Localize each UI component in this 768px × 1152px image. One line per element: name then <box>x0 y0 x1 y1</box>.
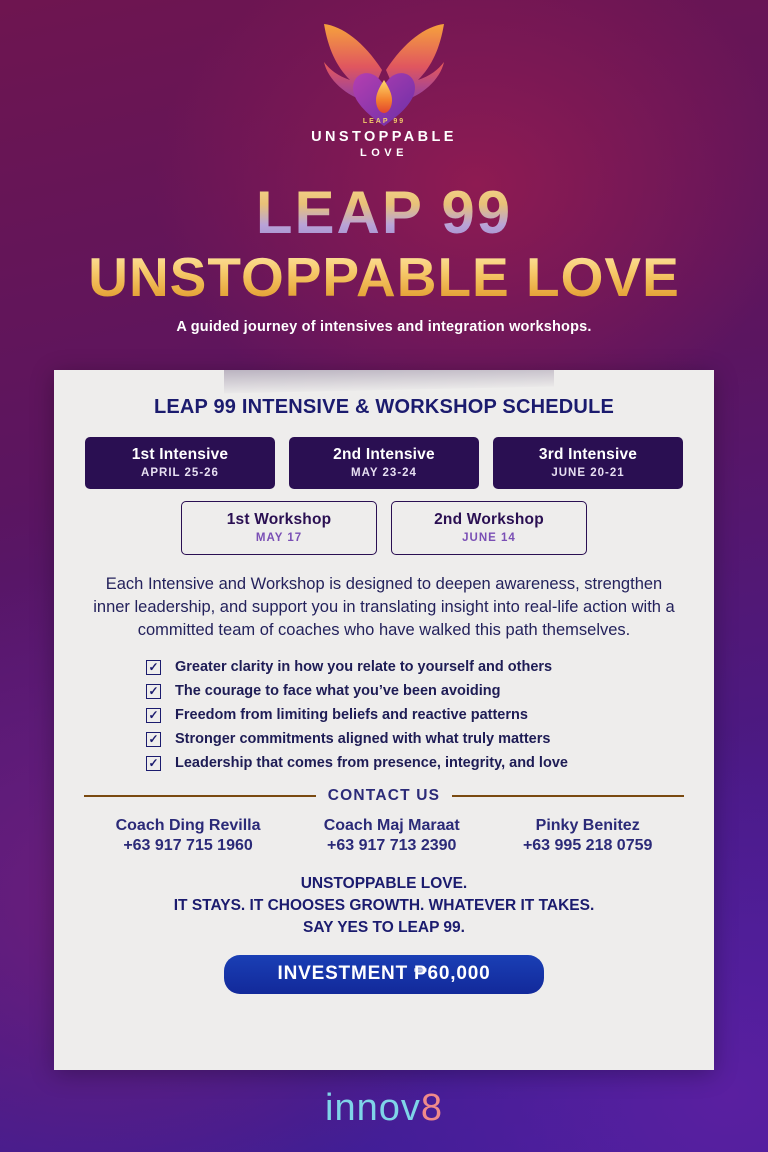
intensive-item[interactable] <box>289 437 479 489</box>
divider-line-left <box>84 795 316 797</box>
workshops-row <box>84 501 684 555</box>
intensive-name: 1st Intensive <box>131 446 229 463</box>
investment-button[interactable]: INVESTMENT ₱60,000 <box>224 955 544 994</box>
intensive-name: 3rd Intensive <box>538 446 638 463</box>
brand-accent: 8 <box>420 1087 443 1129</box>
list-item <box>146 731 684 747</box>
logo-sub-text: LOVE <box>360 147 408 159</box>
divider-line-right <box>452 795 684 797</box>
contact-item <box>324 817 460 855</box>
contact-name: Pinky Benitez <box>535 817 640 835</box>
checkbox-icon: ✓ <box>146 684 161 699</box>
closing-line-1: UNSTOPPABLE LOVE. <box>300 875 468 893</box>
intensive-item[interactable] <box>493 437 683 489</box>
schedule-card <box>54 370 714 1070</box>
checkbox-icon: ✓ <box>146 660 161 675</box>
poster-header <box>0 0 768 335</box>
brand-text: innov <box>325 1087 421 1129</box>
logo-small-text: LEAP 99 <box>362 118 406 125</box>
contact-phone[interactable]: +63 917 713 2390 <box>326 837 457 855</box>
contact-phone[interactable]: +63 995 218 0759 <box>522 837 653 855</box>
contact-name: Coach Ding Revilla <box>115 817 261 835</box>
workshop-item[interactable] <box>181 501 377 555</box>
contact-name: Coach Maj Maraat <box>323 817 460 835</box>
benefit-label: Greater clarity in how you relate to yourself and others <box>175 659 553 676</box>
closing-line-2: IT STAYS. IT CHOOSES GROWTH. WHATEVER IT TAKES. <box>173 897 595 915</box>
innov8-logo <box>325 1087 443 1130</box>
contact-label: CONTACT US <box>327 787 441 805</box>
benefit-label: The courage to face what you’ve been avoiding <box>175 683 501 700</box>
intensives-row <box>84 437 684 489</box>
benefits-list <box>84 659 684 771</box>
workshop-date: JUNE 14 <box>462 532 516 544</box>
title-line-1: LEAP 99 <box>0 183 768 243</box>
intensive-date: MAY 23-24 <box>351 467 417 479</box>
contact-phone[interactable]: +63 917 715 1960 <box>123 837 253 855</box>
checkbox-icon: ✓ <box>146 708 161 723</box>
closing-statement <box>84 873 684 939</box>
list-item <box>146 659 684 675</box>
contact-item <box>523 817 652 855</box>
benefit-label: Stronger commitments aligned with what truly matters <box>175 731 551 748</box>
poster-footer <box>0 1087 768 1130</box>
workshop-item[interactable] <box>391 501 587 555</box>
intensive-date: APRIL 25-26 <box>141 467 219 479</box>
workshop-date: MAY 17 <box>255 532 303 544</box>
intensive-date: JUNE 20-21 <box>551 467 625 479</box>
title-line-2: UNSTOPPABLE LOVE <box>0 249 768 307</box>
benefit-label: Freedom from limiting beliefs and reactive patterns <box>175 707 528 724</box>
list-item <box>146 707 684 723</box>
intensive-name: 2nd Intensive <box>333 446 435 463</box>
benefit-label: Leadership that comes from presence, integrity, and love <box>175 755 568 772</box>
card-title: LEAP 99 INTENSIVE & WORKSHOP SCHEDULE <box>153 396 615 418</box>
intensive-item[interactable] <box>85 437 275 489</box>
workshop-name: 1st Workshop <box>226 511 332 528</box>
list-item <box>146 683 684 699</box>
intro-paragraph: Each Intensive and Workshop is designed to deepen awareness, strengthen inner leadership, and support you in translating insight into real-life action with a committed team of coaches who have walked this path themselves. <box>93 575 675 639</box>
contact-item <box>116 817 261 855</box>
logo-main-text: UNSTOPPABLE <box>311 129 457 145</box>
checkbox-icon: ✓ <box>146 732 161 747</box>
checkbox-icon: ✓ <box>146 756 161 771</box>
logo <box>294 14 474 159</box>
contacts-row <box>84 817 684 855</box>
contact-divider <box>84 787 684 805</box>
closing-line-3: SAY YES TO LEAP 99. <box>303 919 465 937</box>
workshop-name: 2nd Workshop <box>434 511 544 528</box>
tagline: A guided journey of intensives and integration workshops. <box>176 318 592 335</box>
list-item <box>146 755 684 771</box>
